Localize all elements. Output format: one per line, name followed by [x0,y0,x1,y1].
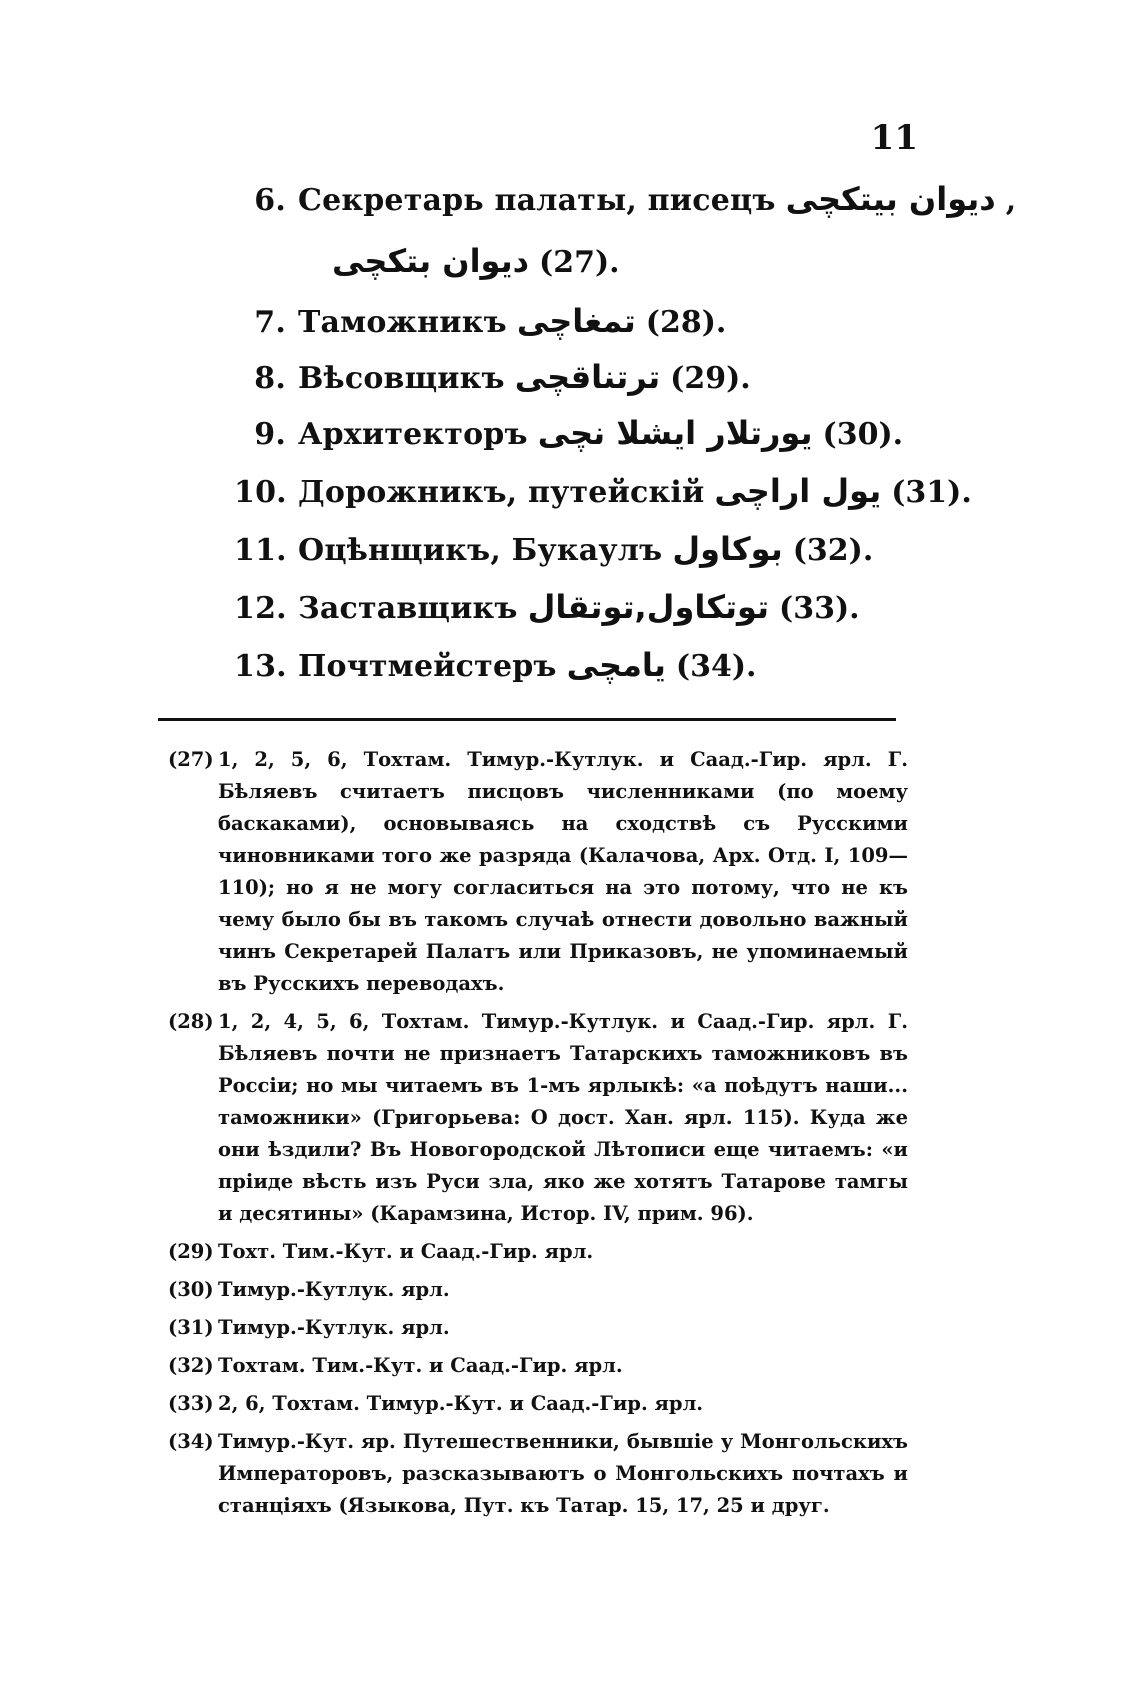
entry-arabic: یورتلار ایشلا نچی [537,414,813,452]
entry-number: 8. [254,361,286,396]
entry-label: Дорожникъ, путейскій [298,475,705,510]
footnote-number: (33) [168,1392,214,1415]
footnote-ref: (28). [645,305,727,340]
entry-label: Вѣсовщикъ [298,361,505,396]
footnote-ref: (29). [670,361,751,396]
entry-punct: , [1005,183,1017,218]
footnote-27 [168,744,908,1000]
footnote-28 [168,1006,908,1230]
footnote-number: (27) [168,748,214,771]
footnote-number: (32) [168,1354,214,1377]
footnote-text: Тимур.-Кутлук. ярл. [218,1278,450,1301]
footnote-text: Тимур.-Кут. яр. Путешественники, бывшіе у Монгольскихъ Императоровъ, разсказываютъ о Монгольскихъ почтахъ и станціяхъ (Языкова, Пут. къ Татар. 15, 17, 25 и друг. [218,1430,908,1517]
entry-10 [234,472,972,510]
footnote-32 [168,1350,908,1382]
entry-number: 9. [254,417,286,452]
entry-arabic: تمغاچی [516,302,636,340]
footnote-30 [168,1274,908,1306]
footnote-number: (34) [168,1430,214,1453]
entry-arabic: دیوان بیتکچی [785,180,996,218]
footnote-ref: (34). [675,649,757,684]
entry-7 [234,302,726,340]
entry-arabic: بوکاول [672,530,783,568]
entry-13 [234,646,757,684]
entry-arabic: یول اراچی [714,472,882,510]
footnote-number: (30) [168,1278,214,1301]
footnote-ref: (32). [792,533,874,568]
footnote-ref: (33). [779,591,860,626]
footnote-text: Тохт. Тим.-Кут. и Саад.-Гир. ярл. [218,1240,594,1263]
footnotes [168,744,908,1528]
footnote-text: Тохтам. Тим.-Кут. и Саад.-Гир. ярл. [218,1354,623,1377]
footnote-31 [168,1312,908,1344]
entry-label: Архитекторъ [298,417,528,452]
entry-6 [234,180,1016,218]
footnote-number: (29) [168,1240,214,1263]
entry-number: 12. [234,591,287,626]
footnote-number: (28) [168,1010,214,1033]
footnote-text: Тимур.-Кутлук. ярл. [218,1316,450,1339]
entry-arabic: توتکاول,توتقال [527,588,770,626]
footnote-ref: (27). [539,245,620,280]
entry-label: Почтмейстеръ [298,649,557,684]
footnote-number: (31) [168,1316,214,1339]
entry-number: 11. [234,533,287,568]
footnote-29 [168,1236,908,1268]
entry-number: 10. [234,475,287,510]
entry-12 [234,588,860,626]
entry-number: 6. [254,183,286,218]
entry-number: 13. [234,649,287,684]
footnote-text: 1, 2, 5, 6, Тохтам. Тимур.-Кутлук. и Саад.-Гир. ярл. Г. Бѣляевъ считаетъ писцовъ численниками (по моему баскаками), основываясь на сходствѣ съ Русскими чиновниками того же разряда (Калачова, Арх. Отд. I, 109—110); но я не могу согласиться на это потому, что не къ чему было бы въ такомъ случаѣ отнести довольно важный чинъ Секретарей Палатъ или Приказовъ, не упоминаемый въ Русскихъ переводахъ. [218,748,908,995]
entry-label: Оцѣнщикъ, Букаулъ [298,533,663,568]
footnote-ref: (31). [891,475,972,510]
page-number: 11 [870,118,918,158]
entry-number: 7. [254,305,286,340]
footnote-text: 2, 6, Тохтам. Тимур.-Кут. и Саад.-Гир. ярл. [218,1392,704,1415]
entry-label: Секретарь палаты, писецъ [298,183,776,218]
entry-11 [234,530,873,568]
entry-arabic: دیوان بتکچی [332,242,530,280]
entry-label: Таможникъ [298,305,507,340]
entry-8 [234,358,751,396]
footnote-34 [168,1426,908,1522]
entry-arabic: ترتناقچی [514,358,661,396]
entry-9 [234,414,903,452]
entry-arabic: یامچی [566,646,666,684]
entry-6-continuation [322,242,620,280]
footnote-text: 1, 2, 4, 5, 6, Тохтам. Тимур.-Кутлук. и Саад.-Гир. ярл. Г. Бѣляевъ почти не признаетъ Татарскихъ таможниковъ въ Россіи; но мы читаемъ въ 1-мъ ярлыкѣ: «а поѣдутъ наши... таможники» (Григорьева: О дост. Хан. ярл. 115). Куда же они ѣздили? Въ Новогородской Лѣтописи еще читаемъ: «и пріиде вѣсть изъ Руси зла, яко же хотятъ Татарове тамгы и десятины» (Карамзина, Истор. IV, прим. 96). [218,1010,908,1225]
footnote-divider [158,718,896,721]
footnote-33 [168,1388,908,1420]
footnote-ref: (30). [822,417,904,452]
entry-label: Заставщикъ [298,591,518,626]
